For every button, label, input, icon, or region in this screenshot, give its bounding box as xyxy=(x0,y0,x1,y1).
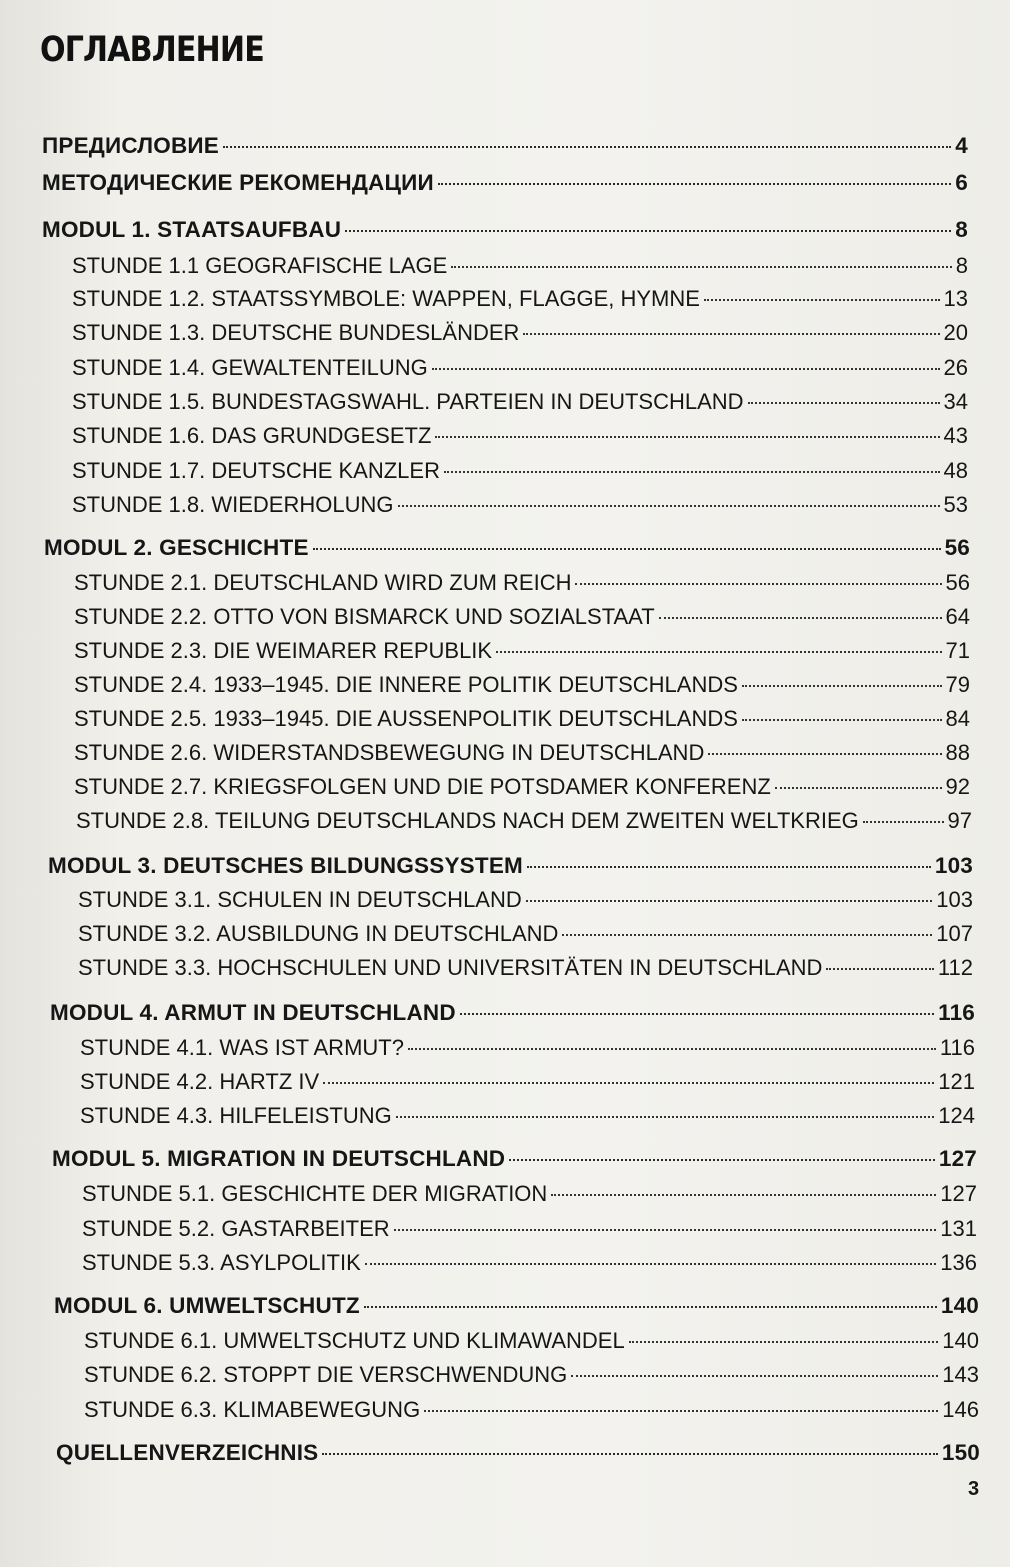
dot-leader xyxy=(526,900,933,902)
dot-leader xyxy=(365,1263,937,1265)
toc-entry-lesson[interactable] xyxy=(74,740,970,770)
dot-leader xyxy=(444,471,940,473)
toc-entry-page: 20 xyxy=(943,320,968,345)
toc-entry-page: 53 xyxy=(943,492,968,517)
dot-leader xyxy=(451,266,951,268)
toc-entry-title: MODUL 3. DEUTSCHES BILDUNGSSYSTEM xyxy=(48,853,523,878)
dot-leader xyxy=(562,934,932,936)
toc-entry-title: STUNDE 5.3. ASYLPOLITIK xyxy=(82,1250,361,1275)
dot-leader xyxy=(509,1159,935,1161)
toc-entry-lesson[interactable] xyxy=(72,286,968,316)
toc-entry-title: STUNDE 1.8. WIEDERHOLUNG xyxy=(72,492,394,517)
toc-entry-page: 8 xyxy=(955,217,968,242)
toc-entry-lesson[interactable] xyxy=(74,638,970,668)
dot-leader xyxy=(313,548,941,550)
toc-entry-title: STUNDE 1.4. GEWALTENTEILUNG xyxy=(72,355,428,380)
toc-entry-lesson[interactable] xyxy=(74,570,970,600)
dot-leader xyxy=(394,1229,937,1231)
toc-entry-lesson[interactable] xyxy=(78,887,973,917)
toc-entry-lesson[interactable] xyxy=(74,604,970,634)
dot-leader xyxy=(396,1116,935,1118)
dot-leader xyxy=(826,968,933,970)
toc-entry-page: 140 xyxy=(940,1293,979,1318)
toc-entry-lesson[interactable] xyxy=(80,1035,975,1065)
dot-leader xyxy=(398,505,940,507)
toc-entry-lesson[interactable] xyxy=(72,492,968,522)
dot-leader xyxy=(424,1410,938,1412)
toc-entry-page: 116 xyxy=(939,1035,975,1060)
toc-entry-lesson[interactable] xyxy=(72,423,968,453)
toc-entry-page: 48 xyxy=(943,458,968,483)
toc-entry-title: STUNDE 3.3. HOCHSCHULEN UND UNIVERSITÄTEN IN DEUTSCHLAND xyxy=(78,955,823,980)
toc-entry-lesson[interactable] xyxy=(80,1103,975,1133)
toc-entry-title: MODUL 2. GESCHICHTE xyxy=(44,535,309,560)
toc-entry-title: STUNDE 1.1 GEOGRAFISCHE LAGE xyxy=(72,253,448,278)
toc-entry-page: 84 xyxy=(945,706,970,731)
toc-entry-page: 6 xyxy=(955,170,968,195)
toc-entry-title: MODUL 4. ARMUT IN DEUTSCHLAND xyxy=(50,1000,456,1025)
toc-entry-title: STUNDE 1.2. STAATSSYMBOLE: WAPPEN, FLAGGE, HYMNE xyxy=(72,286,700,311)
dot-leader xyxy=(775,787,942,789)
dot-leader xyxy=(460,1013,934,1015)
dot-leader xyxy=(523,333,939,335)
toc-entry-lesson[interactable] xyxy=(74,706,970,736)
dot-leader xyxy=(322,1453,937,1455)
toc-entry-title: STUNDE 3.2. AUSBILDUNG IN DEUTSCHLAND xyxy=(78,921,559,946)
dot-leader xyxy=(408,1048,936,1050)
toc-entry-page: 143 xyxy=(942,1362,979,1387)
toc-entry-title: STUNDE 2.5. 1933–1945. DIE AUSSENPOLITIK DEUTSCHLANDS xyxy=(74,706,738,731)
toc-entry-title: STUNDE 6.3. KLIMABEWEGUNG xyxy=(84,1397,421,1422)
toc-entry-page: 103 xyxy=(934,853,973,878)
toc-entry-page: 8 xyxy=(955,253,968,278)
toc-entry-title: ПРЕДИСЛОВИЕ xyxy=(42,133,219,158)
toc-entry-lesson[interactable] xyxy=(82,1216,977,1246)
toc-entry-title: STUNDE 2.7. KRIEGSFOLGEN UND DIE POTSDAMER KONFERENZ xyxy=(74,774,771,799)
toc-entry-lesson[interactable] xyxy=(72,320,968,350)
toc-entry-page: 88 xyxy=(945,740,970,765)
dot-leader xyxy=(742,719,942,721)
toc-entry-page: 140 xyxy=(942,1328,979,1353)
toc-entry-section[interactable] xyxy=(56,1440,980,1470)
toc-entry-page: 92 xyxy=(945,774,970,799)
toc-entry-page: 97 xyxy=(947,808,972,833)
toc-entry-lesson[interactable] xyxy=(82,1250,977,1280)
toc-entry-page: 124 xyxy=(938,1103,975,1128)
page-number: 3 xyxy=(968,1478,980,1500)
toc-entry-page: 56 xyxy=(944,535,970,560)
toc-entry-page: 127 xyxy=(940,1181,977,1206)
toc-entry-title: STUNDE 2.3. DIE WEIMARER REPUBLIK xyxy=(74,638,493,663)
toc-entry-title: STUNDE 4.3. HILFELEISTUNG xyxy=(80,1103,392,1128)
toc-entry-title: MODUL 1. STAATSAUFBAU xyxy=(42,217,342,242)
toc-entry-page: 146 xyxy=(942,1397,979,1422)
toc-entry-page: 150 xyxy=(941,1440,980,1465)
toc-entry-page: 116 xyxy=(938,1000,975,1025)
toc-entry-title: QUELLENVERZEICHNIS xyxy=(56,1440,319,1465)
toc-entry-title: STUNDE 3.1. SCHULEN IN DEUTSCHLAND xyxy=(78,887,522,912)
toc-entry-lesson[interactable] xyxy=(74,774,970,804)
toc-entry-page: 79 xyxy=(945,672,970,697)
dot-leader xyxy=(551,1194,936,1196)
toc-entry-lesson[interactable] xyxy=(82,1181,977,1211)
toc-entry-lesson[interactable] xyxy=(72,389,968,419)
toc-entry-lesson[interactable] xyxy=(78,955,973,985)
toc-entry-title: STUNDE 1.7. DEUTSCHE KANZLER xyxy=(72,458,440,483)
toc-entry-module[interactable] xyxy=(44,535,970,565)
toc-entry-lesson[interactable] xyxy=(84,1328,979,1358)
dot-leader xyxy=(659,617,942,619)
dot-leader xyxy=(527,866,931,868)
dot-leader xyxy=(708,753,941,755)
toc-entry-page: 121 xyxy=(938,1069,975,1094)
toc-entry-section[interactable] xyxy=(42,170,968,200)
dot-leader xyxy=(432,368,940,370)
dot-leader xyxy=(863,821,944,823)
toc-entry-module[interactable] xyxy=(42,217,968,247)
toc-entry-title: STUNDE 6.2. STOPPT DIE VERSCHWENDUNG xyxy=(84,1362,568,1387)
toc-entry-title: STUNDE 4.2. HARTZ IV xyxy=(80,1069,320,1094)
dot-leader xyxy=(435,436,939,438)
toc-entry-page: 112 xyxy=(937,955,973,980)
toc-entry-lesson[interactable] xyxy=(84,1362,979,1392)
toc-entry-page: 26 xyxy=(943,355,968,380)
toc-entry-page: 13 xyxy=(943,286,968,311)
toc-entry-page: 34 xyxy=(943,389,968,414)
toc-entry-page: 64 xyxy=(945,604,970,629)
toc-entry-title: MODUL 5. MIGRATION IN DEUTSCHLAND xyxy=(52,1146,506,1171)
toc-entry-lesson[interactable] xyxy=(72,355,968,385)
toc-entry-lesson[interactable] xyxy=(72,458,968,488)
toc-entry-title: STUNDE 2.1. DEUTSCHLAND WIRD ZUM REICH xyxy=(74,570,572,595)
toc-entry-module[interactable] xyxy=(54,1293,979,1323)
toc-entry-title: STUNDE 2.2. OTTO VON BISMARCK UND SOZIALSTAAT xyxy=(74,604,655,629)
toc-entry-module[interactable] xyxy=(48,853,973,883)
dot-leader xyxy=(629,1341,939,1343)
toc-entry-page: 43 xyxy=(943,423,968,448)
toc-entry-title: STUNDE 2.8. TEILUNG DEUTSCHLANDS NACH DEM ZWEITEN WELTKRIEG xyxy=(76,808,859,833)
toc-entry-page: 107 xyxy=(936,921,973,946)
toc-entry-title: STUNDE 1.5. BUNDESTAGSWAHL. PARTEIEN IN DEUTSCHLAND xyxy=(72,389,744,414)
page-title: ОГЛАВЛЕНИЕ xyxy=(40,30,264,70)
toc-entry-title: STUNDE 5.2. GASTARBEITER xyxy=(82,1216,390,1241)
toc-entry-title: STUNDE 4.1. WAS IST ARMUT? xyxy=(80,1035,404,1060)
toc-entry-section[interactable] xyxy=(42,133,968,163)
toc-entry-page: 71 xyxy=(945,638,970,663)
toc-entry-title: STUNDE 6.1. UMWELTSCHUTZ UND KLIMAWANDEL xyxy=(84,1328,625,1353)
toc-entry-title: STUNDE 1.3. DEUTSCHE BUNDESLÄNDER xyxy=(72,320,520,345)
toc-entry-title: STUNDE 5.1. GESCHICHTE DER MIGRATION xyxy=(82,1181,548,1206)
dot-leader xyxy=(345,230,951,232)
toc-entry-lesson[interactable] xyxy=(80,1069,975,1099)
toc-entry-lesson[interactable] xyxy=(76,808,972,838)
toc-entry-page: 131 xyxy=(940,1216,977,1241)
dot-leader xyxy=(704,299,940,301)
dot-leader xyxy=(742,685,942,687)
toc-entry-page: 103 xyxy=(936,887,973,912)
toc-entry-lesson[interactable] xyxy=(84,1397,979,1427)
toc-entry-title: STUNDE 2.6. WIDERSTANDSBEWEGUNG IN DEUTSCHLAND xyxy=(74,740,705,765)
toc-entry-page: 4 xyxy=(955,133,968,158)
toc-entry-module[interactable] xyxy=(52,1146,977,1176)
toc-entry-lesson[interactable] xyxy=(72,253,968,283)
toc-entry-module[interactable] xyxy=(50,1000,975,1030)
toc-entry-lesson[interactable] xyxy=(74,672,970,702)
toc-entry-title: МЕТОДИЧЕСКИЕ РЕКОМЕНДАЦИИ xyxy=(42,170,434,195)
toc-entry-page: 136 xyxy=(940,1250,977,1275)
toc-entry-page: 56 xyxy=(945,570,970,595)
dot-leader xyxy=(575,583,941,585)
dot-leader xyxy=(496,651,941,653)
toc-entry-lesson[interactable] xyxy=(78,921,973,951)
toc-entry-title: STUNDE 1.6. DAS GRUNDGESETZ xyxy=(72,423,432,448)
dot-leader xyxy=(438,183,951,185)
dot-leader xyxy=(748,402,940,404)
toc-entry-title: MODUL 6. UMWELTSCHUTZ xyxy=(54,1293,360,1318)
toc-entry-title: STUNDE 2.4. 1933–1945. DIE INNERE POLITIK DEUTSCHLANDS xyxy=(74,672,738,697)
dot-leader xyxy=(223,146,951,148)
dot-leader xyxy=(571,1375,938,1377)
dot-leader xyxy=(364,1306,937,1308)
toc-entry-page: 127 xyxy=(938,1146,977,1171)
dot-leader xyxy=(323,1082,934,1084)
